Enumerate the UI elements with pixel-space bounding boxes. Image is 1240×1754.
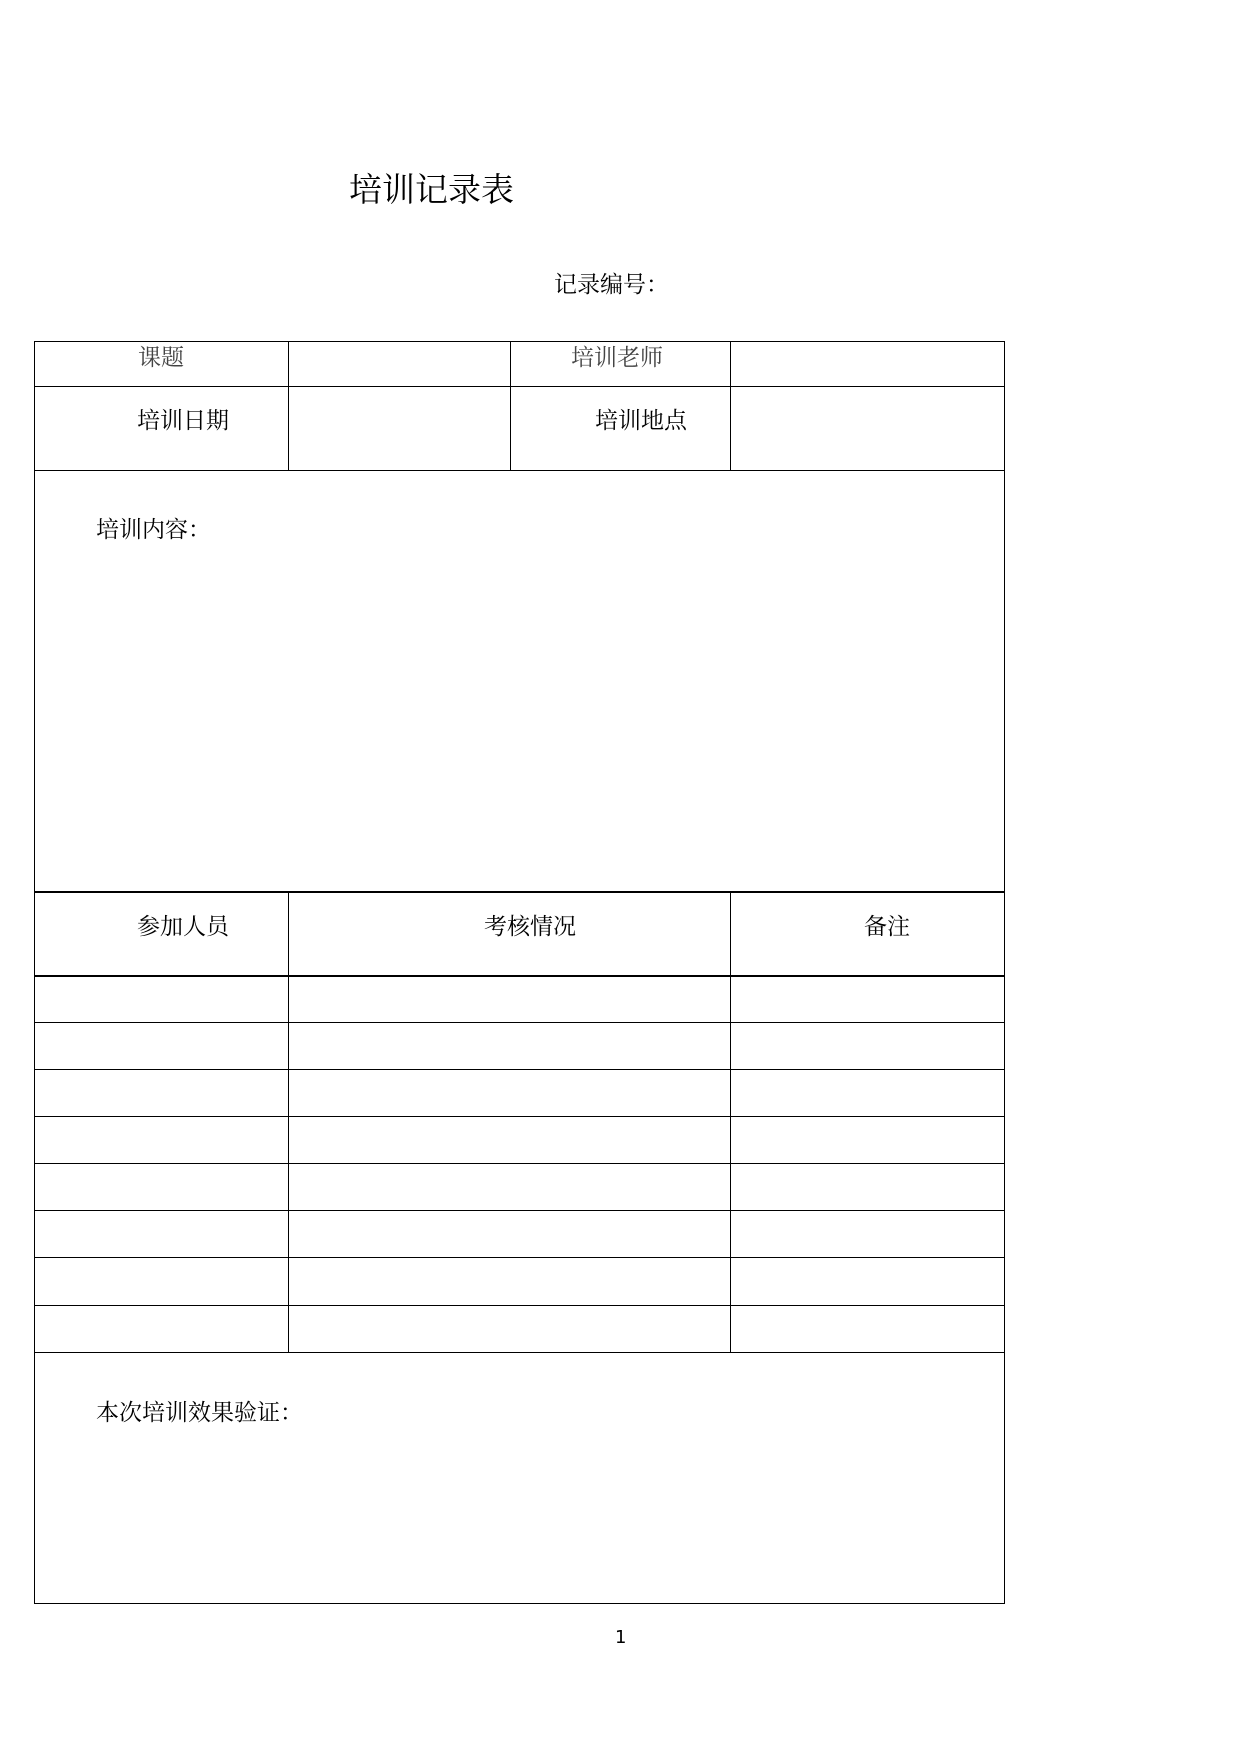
column-divider [288,891,289,1352]
location-label: 培训地点 [595,408,687,434]
column-divider [730,341,731,470]
trainer-label: 培训老师 [571,345,663,371]
column-divider [288,341,289,470]
page-number: 1 [615,1627,627,1648]
page-title: 培训记录表 [349,170,514,209]
table-row-divider [34,1352,1005,1353]
table-row-divider [34,1069,1005,1070]
date-label: 培训日期 [137,408,229,434]
content-label: 培训内容： [96,517,211,543]
topic-label: 课题 [138,345,184,371]
table-row-divider [34,1163,1005,1164]
table-row-divider [34,1116,1005,1117]
table-row-divider [34,1257,1005,1258]
assessment-header: 考核情况 [484,914,576,940]
effect-verification-label: 本次培训效果验证： [96,1400,303,1426]
participants-header: 参加人员 [137,914,229,940]
record-number-label: 记录编号： [554,272,669,298]
column-divider [730,891,731,1352]
row-divider [34,386,1005,387]
column-divider [510,341,511,470]
table-row-divider [34,1305,1005,1306]
row-divider [34,891,1005,893]
table-row-divider [34,1022,1005,1023]
table-row-divider [34,1210,1005,1211]
row-divider [34,975,1005,977]
row-divider [34,470,1005,471]
remarks-header: 备注 [864,914,910,940]
